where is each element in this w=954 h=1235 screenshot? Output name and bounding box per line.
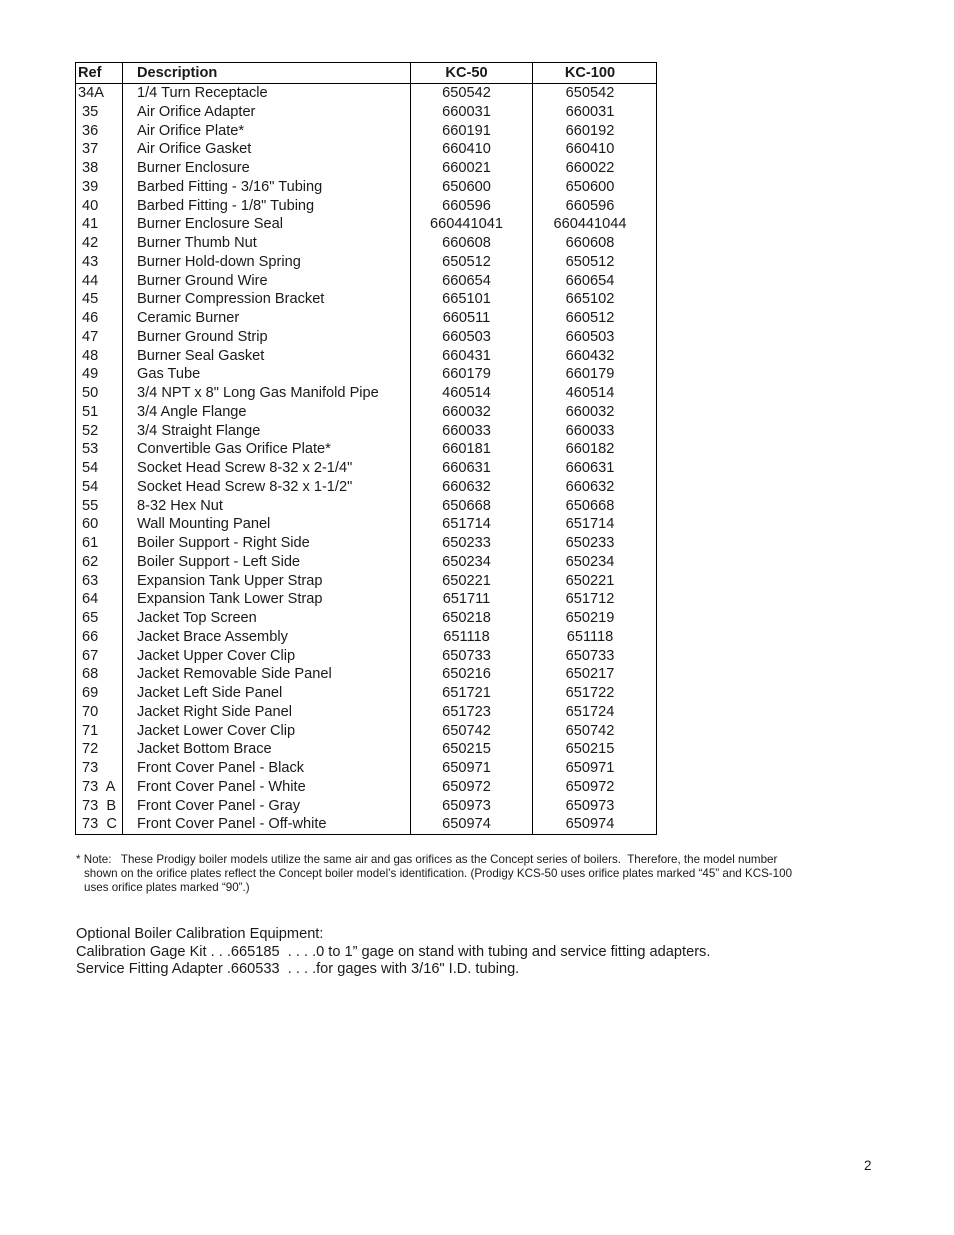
- table-row: [76, 253, 656, 272]
- table-row: [76, 478, 656, 497]
- cell-ref: 48: [76, 347, 123, 366]
- cell-description: Front Cover Panel - Gray: [123, 797, 411, 816]
- cell-ref: 66: [76, 628, 123, 647]
- table-row: [76, 215, 656, 234]
- footnote-line-3: uses orifice plates marked “90”.): [84, 881, 250, 894]
- cell-kc100: 651722: [565, 685, 615, 701]
- cell-kc100: 660503: [565, 328, 615, 345]
- table-row: [76, 178, 656, 197]
- page-number: 2: [864, 1158, 872, 1173]
- table-row: [76, 740, 656, 759]
- cell-kc100: 651714: [565, 516, 615, 533]
- cell-ref: 36: [76, 122, 123, 141]
- cell-kc100: 650733: [565, 647, 615, 664]
- cell-ref: 51: [76, 403, 123, 422]
- cell-kc50: 660032: [411, 403, 533, 422]
- cell-kc50: 650733: [411, 647, 533, 666]
- cell-kc50: 650974: [411, 815, 533, 834]
- cell-kc50: 660181: [411, 440, 533, 459]
- cell-description: Front Cover Panel - Off-white: [123, 815, 411, 834]
- footnote-line-1: * Note: These Prodigy boiler models utilize the same air and gas orifices as the Concept series of boilers. Therefore, the model number: [76, 853, 778, 866]
- cell-kc50: 660179: [411, 365, 533, 384]
- cell-ref: 47: [76, 328, 123, 347]
- cell-ref: 60: [76, 515, 123, 534]
- cell-description: Socket Head Screw 8-32 x 2-1/4": [123, 459, 411, 478]
- cell-description: 8-32 Hex Nut: [123, 497, 411, 516]
- cell-ref: 67: [76, 647, 123, 666]
- table-row: [76, 103, 656, 122]
- table-header: [76, 63, 656, 84]
- cell-description: Burner Compression Bracket: [123, 290, 411, 309]
- cell-kc100: 660596: [565, 197, 615, 214]
- cell-description: Jacket Brace Assembly: [123, 628, 411, 647]
- cell-kc50: 660031: [411, 103, 533, 122]
- cell-kc100: 665102: [565, 291, 615, 308]
- cell-kc50: 651721: [411, 684, 533, 703]
- cell-kc50: 660431: [411, 347, 533, 366]
- table-row: [76, 328, 656, 347]
- cell-kc100: 650668: [565, 497, 615, 514]
- optional-line-2: Service Fitting Adapter .660533 . . . .for gages with 3/16" I.D. tubing.: [76, 961, 520, 977]
- table-row: [76, 84, 656, 103]
- cell-description: Burner Hold-down Spring: [123, 253, 411, 272]
- cell-ref: 73: [76, 759, 123, 778]
- cell-description: Burner Ground Strip: [123, 328, 411, 347]
- table-row: [76, 234, 656, 253]
- table-row: [76, 122, 656, 141]
- cell-kc100: 651724: [565, 703, 615, 720]
- cell-description: Boiler Support - Left Side: [123, 553, 411, 572]
- cell-kc100: 650233: [565, 535, 615, 551]
- table-row: [76, 778, 656, 797]
- cell-kc50: 651711: [411, 590, 533, 609]
- cell-description: Front Cover Panel - White: [123, 778, 411, 797]
- cell-ref: 68: [76, 665, 123, 684]
- cell-kc100: 660032: [565, 403, 615, 420]
- cell-description: Air Orifice Plate*: [123, 122, 411, 141]
- table-row: [76, 497, 656, 516]
- cell-kc100: 650600: [565, 178, 615, 195]
- cell-kc50: 650221: [411, 572, 533, 591]
- cell-kc50: 650233: [411, 534, 533, 553]
- table-row: [76, 553, 656, 572]
- cell-ref: 40: [76, 197, 123, 216]
- cell-kc50: 651118: [411, 628, 533, 647]
- cell-kc100: 660632: [565, 478, 615, 495]
- cell-description: Expansion Tank Lower Strap: [123, 590, 411, 609]
- table-row: [76, 684, 656, 703]
- header-description: Description: [123, 63, 411, 83]
- cell-ref: 72: [76, 740, 123, 759]
- table-row: [76, 628, 656, 647]
- table-row: [76, 309, 656, 328]
- cell-ref: 45: [76, 290, 123, 309]
- cell-kc100: 650742: [565, 722, 615, 739]
- cell-kc50: 650972: [411, 778, 533, 797]
- table-row: [76, 515, 656, 534]
- table-row: [76, 403, 656, 422]
- table-row: [76, 647, 656, 666]
- cell-kc100: 650972: [565, 778, 615, 795]
- cell-ref: 46: [76, 309, 123, 328]
- table-row: [76, 365, 656, 384]
- cell-description: Front Cover Panel - Black: [123, 759, 411, 778]
- cell-kc50: 650218: [411, 609, 533, 628]
- table-row: [76, 290, 656, 309]
- cell-kc100: 650542: [565, 85, 615, 101]
- footnote: [76, 853, 876, 895]
- cell-ref: 49: [76, 365, 123, 384]
- table-row: [76, 422, 656, 441]
- cell-description: Burner Enclosure Seal: [123, 215, 411, 234]
- cell-ref: 61: [76, 534, 123, 553]
- table-row: [76, 159, 656, 178]
- cell-kc50: 660021: [411, 159, 533, 178]
- cell-ref: 41: [76, 215, 123, 234]
- cell-ref: 43: [76, 253, 123, 272]
- cell-kc100: 650234: [565, 553, 615, 570]
- cell-kc100: 660192: [565, 122, 615, 139]
- cell-kc50: 650668: [411, 497, 533, 516]
- header-kc100: KC-100: [564, 65, 616, 81]
- table-row: [76, 722, 656, 741]
- header-kc50: KC-50: [411, 63, 533, 83]
- optional-heading: Optional Boiler Calibration Equipment:: [76, 926, 324, 942]
- footnote-line-2: shown on the orifice plates reflect the Concept boiler model’s identification. (Prodigy KCS-50 uses orifice plates marked “45” and KCS-100: [84, 867, 793, 880]
- cell-ref: 54: [76, 459, 123, 478]
- cell-kc100: 660432: [565, 347, 615, 364]
- cell-description: Burner Ground Wire: [123, 272, 411, 291]
- cell-ref: 69: [76, 684, 123, 703]
- table-body: [76, 84, 656, 834]
- table-row: [76, 815, 656, 834]
- cell-kc50: 650600: [411, 178, 533, 197]
- table-row: [76, 534, 656, 553]
- cell-kc50: 660632: [411, 478, 533, 497]
- cell-kc50: 650512: [411, 253, 533, 272]
- cell-description: Gas Tube: [123, 365, 411, 384]
- cell-kc50: 660033: [411, 422, 533, 441]
- cell-kc100: 660033: [565, 422, 615, 439]
- cell-kc50: 650973: [411, 797, 533, 816]
- table-row: [76, 197, 656, 216]
- cell-kc100: 460514: [565, 385, 615, 401]
- cell-kc50: 660608: [411, 234, 533, 253]
- cell-kc50: 650216: [411, 665, 533, 684]
- cell-description: 3/4 Straight Flange: [123, 422, 411, 441]
- cell-kc50: 650215: [411, 740, 533, 759]
- optional-equipment: [76, 926, 896, 979]
- cell-ref: 65: [76, 609, 123, 628]
- cell-ref: 50: [76, 384, 123, 403]
- cell-ref: 63: [76, 572, 123, 591]
- cell-kc100: 651712: [565, 591, 615, 608]
- cell-kc100: 660182: [565, 441, 615, 458]
- cell-kc50: 665101: [411, 290, 533, 309]
- cell-description: Barbed Fitting - 1/8" Tubing: [123, 197, 411, 216]
- cell-description: Jacket Removable Side Panel: [123, 665, 411, 684]
- cell-kc100: 660031: [565, 103, 615, 120]
- parts-table: [75, 62, 657, 835]
- cell-description: 1/4 Turn Receptacle: [123, 84, 411, 103]
- cell-kc50: 650742: [411, 722, 533, 741]
- cell-description: 3/4 NPT x 8" Long Gas Manifold Pipe: [123, 384, 411, 403]
- cell-description: Boiler Support - Right Side: [123, 534, 411, 553]
- cell-kc100: 660179: [565, 366, 615, 383]
- cell-kc50: 650234: [411, 553, 533, 572]
- cell-kc50: 660511: [411, 309, 533, 328]
- cell-ref: 34A: [76, 84, 123, 103]
- cell-description: 3/4 Angle Flange: [123, 403, 411, 422]
- cell-description: Jacket Left Side Panel: [123, 684, 411, 703]
- table-row: [76, 665, 656, 684]
- cell-description: Air Orifice Adapter: [123, 103, 411, 122]
- cell-kc100: 660441044: [553, 216, 627, 233]
- cell-kc100: 651118: [566, 628, 614, 645]
- cell-kc50: 660191: [411, 122, 533, 141]
- cell-kc50: 660503: [411, 328, 533, 347]
- table-row: [76, 609, 656, 628]
- cell-kc50: 660654: [411, 272, 533, 291]
- cell-description: Jacket Bottom Brace: [123, 740, 411, 759]
- cell-ref: 42: [76, 234, 123, 253]
- cell-description: Ceramic Burner: [123, 309, 411, 328]
- cell-kc50: 660410: [411, 140, 533, 159]
- table-row: [76, 347, 656, 366]
- cell-kc100: 660654: [565, 272, 615, 289]
- table-row: [76, 459, 656, 478]
- cell-kc50: 651714: [411, 515, 533, 534]
- table-row: [76, 759, 656, 778]
- cell-description: Jacket Top Screen: [123, 609, 411, 628]
- cell-kc100: 660512: [565, 310, 615, 326]
- cell-ref: 62: [76, 553, 123, 572]
- cell-ref: 38: [76, 159, 123, 178]
- cell-description: Convertible Gas Orifice Plate*: [123, 440, 411, 459]
- cell-kc50: 650542: [411, 84, 533, 103]
- cell-description: Wall Mounting Panel: [123, 515, 411, 534]
- cell-description: Expansion Tank Upper Strap: [123, 572, 411, 591]
- cell-ref: 54: [76, 478, 123, 497]
- table-row: [76, 703, 656, 722]
- cell-description: Socket Head Screw 8-32 x 1-1/2": [123, 478, 411, 497]
- cell-ref: 73 B: [76, 797, 123, 816]
- cell-ref: 35: [76, 103, 123, 122]
- table-row: [76, 572, 656, 591]
- cell-description: Jacket Right Side Panel: [123, 703, 411, 722]
- cell-ref: 37: [76, 140, 123, 159]
- table-row: [76, 590, 656, 609]
- cell-kc100: 660410: [565, 141, 615, 158]
- cell-kc100: 650215: [565, 741, 615, 758]
- table-row: [76, 384, 656, 403]
- cell-description: Air Orifice Gasket: [123, 140, 411, 159]
- cell-description: Burner Enclosure: [123, 159, 411, 178]
- table-row: [76, 797, 656, 816]
- cell-kc100: 660608: [565, 235, 615, 251]
- cell-ref: 55: [76, 497, 123, 516]
- cell-kc100: 650221: [565, 572, 615, 589]
- cell-description: Burner Seal Gasket: [123, 347, 411, 366]
- cell-ref: 71: [76, 722, 123, 741]
- cell-ref: 44: [76, 272, 123, 291]
- cell-ref: 52: [76, 422, 123, 441]
- cell-kc100: 650974: [565, 816, 615, 833]
- optional-line-1: Calibration Gage Kit . . .665185 . . . .0 to 1” gage on stand with tubing and service fitting adapters.: [76, 943, 711, 960]
- cell-ref: 73 A: [76, 778, 123, 797]
- table-row: [76, 272, 656, 291]
- cell-kc100: 650219: [565, 610, 615, 626]
- header-ref: Ref: [76, 63, 123, 83]
- cell-kc100: 650971: [565, 760, 615, 776]
- cell-kc100: 650217: [565, 666, 615, 683]
- cell-kc100: 660631: [565, 460, 615, 476]
- cell-kc100: 660022: [565, 160, 615, 176]
- cell-kc50: 651723: [411, 703, 533, 722]
- cell-kc50: 650971: [411, 759, 533, 778]
- cell-description: Barbed Fitting - 3/16" Tubing: [123, 178, 411, 197]
- cell-ref: 39: [76, 178, 123, 197]
- cell-kc50: 660596: [411, 197, 533, 216]
- cell-description: Jacket Lower Cover Clip: [123, 722, 411, 741]
- cell-kc50: 660631: [411, 459, 533, 478]
- cell-kc100: 650512: [565, 253, 615, 270]
- cell-ref: 53: [76, 440, 123, 459]
- cell-kc50: 660441041: [411, 215, 533, 234]
- cell-kc50: 460514: [411, 384, 533, 403]
- table-row: [76, 140, 656, 159]
- table-row: [76, 440, 656, 459]
- cell-description: Burner Thumb Nut: [123, 234, 411, 253]
- cell-ref: 70: [76, 703, 123, 722]
- cell-ref: 73 C: [76, 815, 123, 834]
- cell-kc100: 650973: [565, 797, 615, 814]
- cell-ref: 64: [76, 590, 123, 609]
- cell-description: Jacket Upper Cover Clip: [123, 647, 411, 666]
